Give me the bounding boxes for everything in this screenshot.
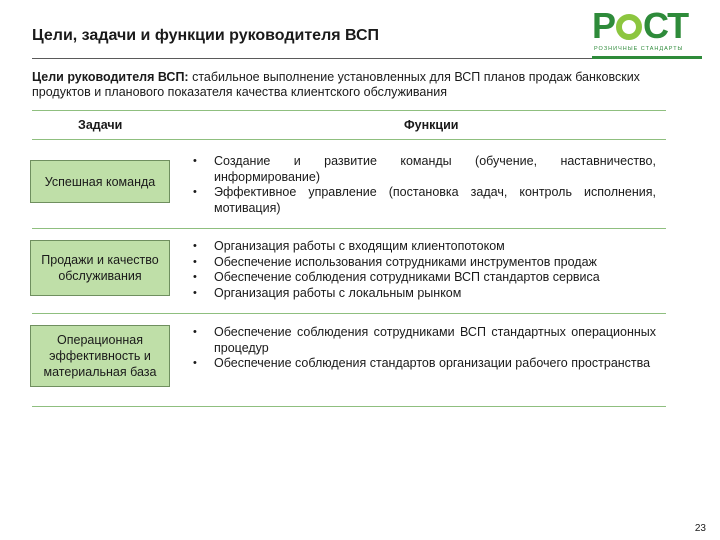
goals-label: Цели руководителя ВСП: — [32, 70, 189, 84]
function-item: • Создание и развитие команды (обучение, наставничество, информирование) — [193, 154, 656, 185]
logo-letter-r: Р — [592, 5, 616, 46]
functions-list-sales — [193, 239, 656, 301]
task-box-team: Успешная команда — [30, 160, 170, 203]
header-accent-bar — [592, 56, 702, 59]
function-item: • Организация работы с входящим клиентопотоком — [193, 239, 656, 255]
function-item: • Эффективное управление (постановка задач, контроль исполнения, мотивация) — [193, 185, 656, 216]
logo-wordmark — [592, 5, 689, 46]
function-item: • Обеспечение соблюдения сотрудниками ВСП стандартов сервиса — [193, 270, 656, 286]
logo-letters-st: СТ — [643, 5, 689, 46]
functions-column-header: Функции — [404, 118, 459, 132]
goals-text: стабильное выполнение установленных для ВСП планов продаж банковских продуктов и планового показателя качества клиентского обслуживания — [32, 70, 640, 99]
logo-ring-icon — [616, 14, 642, 40]
function-item: • Организация работы с локальным рынком — [193, 286, 656, 302]
row-divider — [32, 228, 666, 229]
tasks-column-header: Задачи — [78, 118, 123, 132]
function-item: • Обеспечение соблюдения сотрудниками ВСП стандартных операционных процедур — [193, 325, 656, 356]
goals-statement — [32, 70, 672, 100]
function-item: • Обеспечение соблюдения стандартов организации рабочего пространства — [193, 356, 656, 372]
functions-list-operations — [193, 325, 656, 372]
table-bottom-rule — [32, 406, 666, 407]
row-divider — [32, 313, 666, 314]
logo-subtitle: РОЗНИЧНЫЕ СТАНДАРТЫ — [594, 46, 684, 52]
task-box-operations: Операционная эффективность и материальная база — [30, 325, 170, 387]
table-top-rule — [32, 110, 666, 111]
rost-logo — [592, 5, 702, 54]
header-bottom-rule — [32, 139, 666, 140]
function-item: • Обеспечение использования сотрудниками инструментов продаж — [193, 255, 656, 271]
slide-title: Цели, задачи и функции руководителя ВСП — [32, 27, 380, 44]
functions-list-team — [193, 154, 656, 216]
task-box-sales: Продажи и качество обслуживания — [30, 240, 170, 296]
page-number: 23 — [694, 523, 706, 534]
